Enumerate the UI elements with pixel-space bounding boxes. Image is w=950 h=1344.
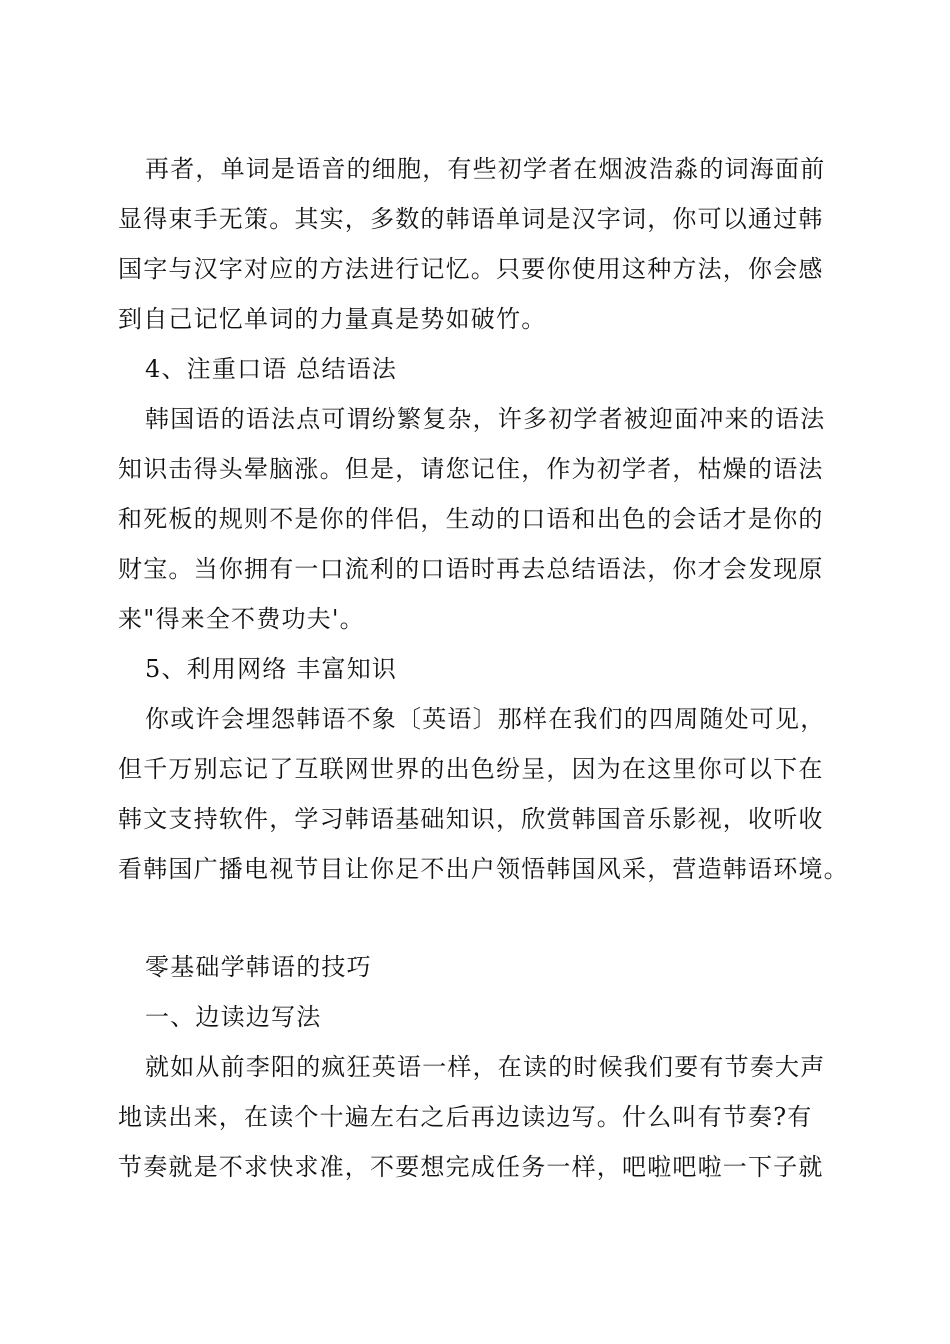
paragraph-line: 再者，单词是语音的细胞，有些初学者在烟波浩淼的词海面前 bbox=[145, 155, 826, 183]
paragraph-line: 就如从前李阳的疯狂英语一样，在读的时候我们要有节奏大声 bbox=[145, 1053, 826, 1081]
section-heading: 5、利用网络 丰富知识 bbox=[145, 655, 398, 683]
paragraph-line: 节奏就是不求快求准，不要想完成任务一样，吧啦吧啦一下子就 bbox=[118, 1153, 824, 1181]
paragraph-line: 你或许会埋怨韩语不象〔英语〕那样在我们的四周随处可见， bbox=[145, 705, 826, 733]
paragraph-line: 国字与汉字对应的方法进行记忆。只要你使用这种方法，你会感 bbox=[118, 255, 824, 283]
paragraph-line: 地读出来，在读个十遍左右之后再边读边写。什么叫有节奏?有 bbox=[118, 1103, 813, 1131]
paragraph-line: 和死板的规则不是你的伴侣，生动的口语和出色的会话才是你的 bbox=[118, 505, 824, 533]
paragraph-line: 到自己记忆单词的力量真是势如破竹。 bbox=[118, 305, 547, 333]
paragraph-line: 财宝。当你拥有一口流利的口语时再去总结语法，你才会发现原 bbox=[118, 555, 824, 583]
paragraph-line: 韩国语的语法点可谓纷繁复杂，许多初学者被迎面冲来的语法 bbox=[145, 405, 826, 433]
section-heading: 4、注重口语 总结语法 bbox=[145, 355, 398, 383]
paragraph-line: 来"得来全不费功夫'。 bbox=[118, 605, 365, 633]
paragraph-line: 但千万别忘记了互联网世界的出色纷呈，因为在这里你可以下在 bbox=[118, 755, 824, 783]
paragraph-line: 知识击得头晕脑涨。但是，请您记住，作为初学者，枯燥的语法 bbox=[118, 455, 824, 483]
section-heading: 一、边读边写法 bbox=[145, 1003, 322, 1031]
article-title: 零基础学韩语的技巧 bbox=[145, 953, 372, 981]
paragraph-line: 显得束手无策。其实，多数的韩语单词是汉字词，你可以通过韩 bbox=[118, 205, 824, 233]
paragraph-line: 看韩国广播电视节目让你足不出户领悟韩国风采，营造韩语环境。 bbox=[118, 855, 849, 883]
paragraph-line: 韩文支持软件，学习韩语基础知识，欣赏韩国音乐影视，收听收 bbox=[118, 805, 824, 833]
